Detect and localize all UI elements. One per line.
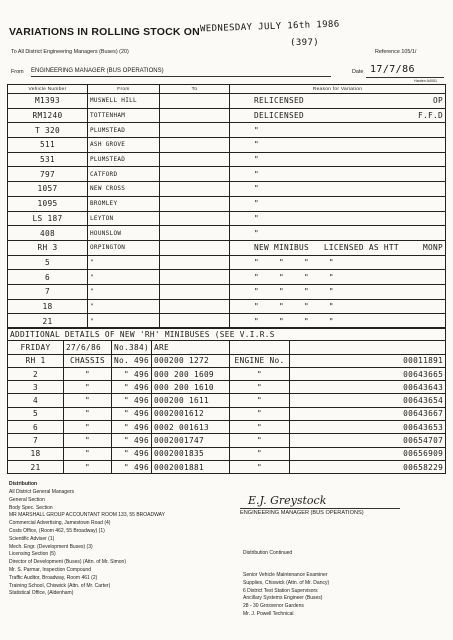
signature-line: [240, 508, 400, 509]
chassis-label-cell: ": [64, 394, 112, 407]
distribution-item: Mr. S. Parmar, Inspection Compound: [9, 566, 91, 573]
distribution-item: Statistical Office, (Aldenham): [9, 590, 74, 597]
reason-text: ": [254, 213, 259, 223]
to-cell: [160, 240, 230, 255]
from-cell: ": [88, 255, 160, 270]
distribution-item: Costs Office, (Room 462, 55 Broadway) (1): [9, 527, 105, 534]
reason-text: ": [254, 199, 259, 209]
from-cell: PLUMSTEAD: [88, 152, 160, 167]
signature: E.J. Greystock: [248, 494, 327, 507]
reason-text: RELICENSED: [254, 96, 304, 106]
to-line: To All District Engineering Managers (Buses) (20): [11, 49, 129, 55]
vehicle-cell: 2: [8, 367, 64, 380]
form-code: Harden A4051: [414, 79, 437, 83]
distribution-item: Commercial Advertising, Jamestown Road (4): [9, 520, 111, 527]
to-cell: [160, 108, 230, 123]
engine-number-cell: 00643653: [290, 421, 446, 434]
distribution-item: Ancillary Systems Engineer (Buses): [243, 595, 323, 602]
chassis-label-cell: ": [64, 407, 112, 420]
to-cell: [160, 226, 230, 241]
chassis-label-cell: ": [64, 447, 112, 460]
chassis-number-cell: 000 200 1609: [152, 367, 230, 380]
distribution-item: 28 - 30 Grosvenor Gardens: [243, 603, 304, 610]
col-reason: Reason for Variation: [230, 85, 446, 94]
vehicle-cell: 21: [8, 460, 64, 473]
chassis-number-cell: 000200 1611: [152, 394, 230, 407]
date-underline: [366, 77, 444, 78]
reason-cell: [230, 240, 446, 255]
vehicle-cell: RH 1: [8, 354, 64, 367]
table-row: [8, 270, 446, 285]
reason-cell: [230, 211, 446, 226]
friday-are: ARE: [152, 341, 230, 354]
distribution-item: Senior Vehicle Maintenance Examiner: [243, 572, 328, 578]
engine-number-cell: 00643654: [290, 394, 446, 407]
from-cell: CATFORD: [88, 167, 160, 182]
chassis-number-cell: 0002 001613: [152, 421, 230, 434]
table-row: [8, 167, 446, 182]
engine-label-cell: ": [230, 407, 290, 420]
from-cell: HOUNSLOW: [88, 226, 160, 241]
from-cell: ASH GROVE: [88, 138, 160, 153]
vehicle-number-cell: RH 3: [8, 240, 88, 255]
handwritten-code: (397): [290, 38, 320, 48]
from-label: From: [11, 69, 24, 75]
table-row: [8, 108, 446, 123]
distribution-item: Traffic Auditor, Broadway, Room 461 (2): [9, 574, 98, 581]
reason-cell: [230, 152, 446, 167]
engine-label-cell: ": [230, 434, 290, 447]
table-row: [8, 367, 446, 380]
engine-number-cell: 00643665: [290, 367, 446, 380]
distribution-item: Training School, Chiswick (Attn. of Mr. Carter): [9, 582, 111, 589]
chassis-label-cell: ": [64, 367, 112, 380]
reason-text: " " " ": [254, 287, 334, 297]
friday-row: [8, 341, 446, 354]
to-cell: [160, 123, 230, 138]
vehicle-number-cell: 5: [8, 255, 88, 270]
table-row: [8, 138, 446, 153]
engine-number-cell: 00011891: [290, 354, 446, 367]
table-row: [8, 196, 446, 211]
from-cell: NEW CROSS: [88, 182, 160, 197]
distribution-item: Body Spec. Section: [9, 504, 53, 511]
chassis-number-cell: 0002001835: [152, 447, 230, 460]
distribution-item: Mech. Engr. (Development Buses) (3): [9, 543, 93, 550]
from-underline: [31, 76, 331, 77]
reason-cell: [230, 226, 446, 241]
table-row: [8, 299, 446, 314]
vehicle-number-cell: 797: [8, 167, 88, 182]
chassis-prefix-cell: " 496: [112, 407, 152, 420]
reason-text: " " " ": [254, 301, 334, 311]
table-row: [8, 354, 446, 367]
additional-heading-row: [8, 328, 446, 341]
table-row: [8, 407, 446, 420]
reason-cell: [230, 138, 446, 153]
to-cell: [160, 94, 230, 109]
chassis-number-cell: 0002001612: [152, 407, 230, 420]
table-row: [8, 434, 446, 447]
distribution-item: Mr. J. Powell Technical: [243, 610, 294, 617]
table-row: [8, 240, 446, 255]
reason-text: NEW MINIBUS LICENSED AS HTT: [254, 243, 399, 253]
to-cell: [160, 270, 230, 285]
to-cell: [160, 211, 230, 226]
chassis-label-cell: CHASSIS: [64, 354, 112, 367]
chassis-label-cell: ": [64, 381, 112, 394]
vehicle-number-cell: 408: [8, 226, 88, 241]
table-row: [8, 381, 446, 394]
vehicle-cell: 6: [8, 421, 64, 434]
chassis-number-cell: 0002001747: [152, 434, 230, 447]
table-row: [8, 394, 446, 407]
vehicle-number-cell: 1057: [8, 182, 88, 197]
engine-label-cell: ": [230, 367, 290, 380]
reason-cell: [230, 94, 446, 109]
vehicle-number-cell: T 320: [8, 123, 88, 138]
table-row: [8, 152, 446, 167]
reason-cell: [230, 108, 446, 123]
reason-note: MONP: [423, 243, 443, 253]
from-value: ENGINEERING MANAGER (BUS OPERATIONS): [31, 68, 164, 74]
reason-cell: [230, 255, 446, 270]
reason-text: ": [254, 155, 259, 165]
reason-text: " " " ": [254, 316, 334, 326]
chassis-number-cell: 000200 1272: [152, 354, 230, 367]
table-row: [8, 123, 446, 138]
distribution-continued-label: Distribution Continued: [243, 550, 293, 556]
col-to: To: [160, 85, 230, 94]
friday-ref: No.384): [112, 341, 152, 354]
to-cell: [160, 299, 230, 314]
from-cell: PLUMSTEAD: [88, 123, 160, 138]
table-row: [8, 226, 446, 241]
chassis-prefix-cell: " 496: [112, 421, 152, 434]
from-cell: ": [88, 284, 160, 299]
engine-label-cell: ": [230, 394, 290, 407]
reason-cell: [230, 196, 446, 211]
date-value: 17/7/86: [370, 64, 415, 75]
engine-label-cell: ENGINE No.: [230, 354, 290, 367]
to-cell: [160, 196, 230, 211]
reason-cell: [230, 182, 446, 197]
vehicle-number-cell: 21: [8, 314, 88, 329]
distribution-item: MR MARSHALL GROUP ACCOUNTANT ROOM 133, 55 BROADWAY: [9, 512, 165, 519]
from-cell: LEYTON: [88, 211, 160, 226]
distribution-item: Scientific Adviser (1): [9, 535, 55, 542]
distribution-item: General Section: [9, 496, 45, 503]
reason-text: ": [254, 140, 259, 150]
engine-number-cell: 00643643: [290, 381, 446, 394]
reason-note: F.F.D: [418, 111, 443, 121]
from-cell: MUSWELL HILL: [88, 94, 160, 109]
chassis-number-cell: 000 200 1610: [152, 381, 230, 394]
distribution-item: Licensing Section (5): [9, 551, 56, 558]
reason-cell: [230, 167, 446, 182]
table-row: [8, 182, 446, 197]
distribution-label: Distribution: [9, 481, 38, 487]
chassis-label-cell: ": [64, 460, 112, 473]
vehicle-number-cell: 6: [8, 270, 88, 285]
reason-cell: [230, 284, 446, 299]
to-cell: [160, 182, 230, 197]
vehicle-number-cell: 18: [8, 299, 88, 314]
chassis-prefix-cell: No. 496: [112, 354, 152, 367]
to-cell: [160, 284, 230, 299]
signatory: ENGINEERING MANAGER (BUS OPERATIONS): [240, 510, 364, 516]
vehicle-number-cell: 1095: [8, 196, 88, 211]
vehicle-number-cell: M1393: [8, 94, 88, 109]
chassis-prefix-cell: " 496: [112, 460, 152, 473]
from-cell: BROMLEY: [88, 196, 160, 211]
chassis-prefix-cell: " 496: [112, 434, 152, 447]
reason-text: ": [254, 228, 259, 238]
reference: Reference 105/1/: [375, 49, 417, 55]
engine-number-cell: 00656909: [290, 447, 446, 460]
chassis-prefix-cell: " 496: [112, 367, 152, 380]
chassis-prefix-cell: " 496: [112, 447, 152, 460]
friday-label: FRIDAY: [8, 341, 64, 354]
table-row: [8, 211, 446, 226]
chassis-prefix-cell: " 496: [112, 394, 152, 407]
reason-text: " " " ": [254, 257, 334, 267]
table-row: [8, 421, 446, 434]
engine-label-cell: ": [230, 421, 290, 434]
reason-cell: [230, 123, 446, 138]
table-row: [8, 460, 446, 473]
engine-number-cell: 00654707: [290, 434, 446, 447]
vehicle-cell: 7: [8, 434, 64, 447]
engine-number-cell: 00643667: [290, 407, 446, 420]
col-vehicle-number: Vehicle Number: [8, 85, 88, 94]
engine-label-cell: ": [230, 460, 290, 473]
vehicle-cell: 18: [8, 447, 64, 460]
from-cell: ": [88, 270, 160, 285]
friday-date: 27/6/86: [64, 341, 112, 354]
distribution-item: 6 District Test Station Supervisors: [243, 587, 318, 594]
vehicle-cell: 3: [8, 381, 64, 394]
from-cell: TOTTENHAM: [88, 108, 160, 123]
chassis-label-cell: ": [64, 434, 112, 447]
to-cell: [160, 167, 230, 182]
reason-text: DELICENSED: [254, 111, 304, 121]
engine-label-cell: ": [230, 447, 290, 460]
distribution-left-list: [9, 489, 165, 598]
vehicle-cell: 4: [8, 394, 64, 407]
reason-text: ": [254, 184, 259, 194]
date-label: Date: [352, 69, 364, 75]
chassis-prefix-cell: " 496: [112, 381, 152, 394]
variations-table: [7, 84, 446, 329]
handwritten-date: WEDNESDAY JULY 16th 1986: [199, 19, 340, 35]
engine-label-cell: ": [230, 381, 290, 394]
reason-note: OP: [433, 96, 443, 106]
reason-text: ": [254, 125, 259, 135]
table-header-row: [8, 85, 446, 94]
table-row: [8, 284, 446, 299]
distribution-item: All District General Managers: [9, 489, 75, 495]
from-cell: ORPINGTON: [88, 240, 160, 255]
col-from: From: [88, 85, 160, 94]
vehicle-cell: 5: [8, 407, 64, 420]
chassis-label-cell: ": [64, 421, 112, 434]
to-cell: [160, 255, 230, 270]
engine-number-cell: 00658229: [290, 460, 446, 473]
additional-details-table: [7, 327, 446, 474]
vehicle-number-cell: 511: [8, 138, 88, 153]
form-title: VARIATIONS IN ROLLING STOCK ON: [9, 26, 200, 38]
from-cell: ": [88, 314, 160, 329]
table-row: [8, 255, 446, 270]
reason-cell: [230, 270, 446, 285]
reason-cell: [230, 299, 446, 314]
table-row: [8, 94, 446, 109]
vehicle-number-cell: 7: [8, 284, 88, 299]
reason-text: " " " ": [254, 272, 334, 282]
to-cell: [160, 152, 230, 167]
reason-text: ": [254, 169, 259, 179]
vehicle-number-cell: LS 187: [8, 211, 88, 226]
table-row: [8, 447, 446, 460]
distribution-item: Director of Development (Buses) (Attn. of Mr. Simon): [9, 559, 126, 566]
distribution-right-list: [243, 572, 329, 619]
from-cell: ": [88, 299, 160, 314]
vehicle-number-cell: 531: [8, 152, 88, 167]
distribution-item: Supplies, Chiswick (Attn. of Mr. Dancy): [243, 579, 330, 586]
to-cell: [160, 138, 230, 153]
chassis-number-cell: 0002001881: [152, 460, 230, 473]
vehicle-number-cell: RM1240: [8, 108, 88, 123]
additional-heading: ADDITIONAL DETAILS OF NEW 'RH' MINIBUSES (SEE V.I.R.S: [8, 328, 446, 341]
